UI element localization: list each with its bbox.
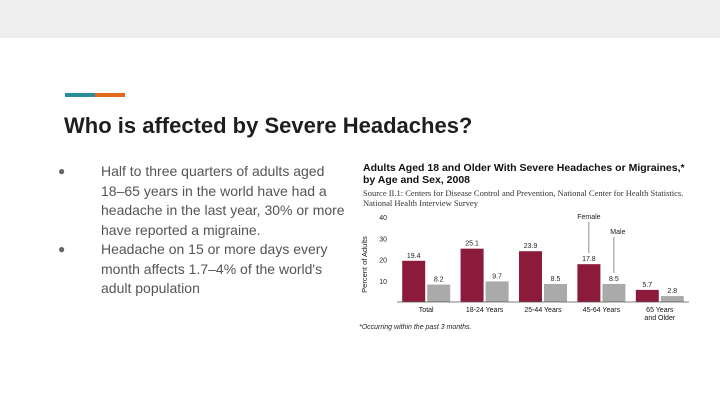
x-tick-label: 18-24 Years xyxy=(465,307,504,314)
legend-label-female: Female xyxy=(577,214,601,221)
bar-male xyxy=(544,284,567,302)
chart-title: Adults Aged 18 and Older With Severe Headaches or Migraines,* by Age and Sex, 2008 xyxy=(363,162,685,186)
chart-footnote: *Occurring within the past 3 months. xyxy=(359,324,472,331)
x-tick-label: Total xyxy=(418,307,434,314)
bar-male xyxy=(427,285,450,302)
bar-male xyxy=(602,284,625,302)
bullet-marker: ● xyxy=(58,164,66,178)
bullet-text: Headache on 15 or more days every month affects 1.7–4% of the world's adult population xyxy=(101,241,328,296)
y-tick-label: 10 xyxy=(379,278,387,286)
data-label: 8.2 xyxy=(433,276,444,284)
bar-female xyxy=(461,249,484,302)
data-label: 2.8 xyxy=(667,288,678,296)
data-label: 17.8 xyxy=(582,256,596,264)
legend-label-male: Male xyxy=(610,229,626,236)
y-tick-label: 20 xyxy=(379,257,387,265)
accent-bar-orange xyxy=(95,93,125,97)
data-label: 8.5 xyxy=(550,275,561,283)
chart-source: Source II.1: Centers for Disease Control and Prevention, National Center for Health Statistics. National Health Interview Survey xyxy=(363,188,684,208)
bar-chart xyxy=(355,157,695,337)
data-label: 8.5 xyxy=(609,275,619,283)
y-tick-label: 30 xyxy=(379,236,387,244)
top-band xyxy=(0,0,720,38)
bullet-text: Half to three quarters of adults aged 18–65 years in the world have had a headache in the last year, 30% or more have reported a migraine. xyxy=(101,163,345,238)
accent-bar-teal xyxy=(65,93,95,97)
x-tick-label: 25-44 Years xyxy=(524,307,562,314)
bar-male xyxy=(486,281,509,302)
y-axis-label: Percent of Adults xyxy=(360,236,369,293)
x-tick-label: 45-64 Years xyxy=(582,307,621,314)
bar-female xyxy=(402,261,425,302)
bar-female xyxy=(519,251,542,302)
y-tick-label: 40 xyxy=(379,215,387,222)
bullet-list xyxy=(58,162,348,299)
x-tick-label: and Older xyxy=(644,315,676,322)
data-label: 23.9 xyxy=(523,243,538,251)
data-label: 19.4 xyxy=(406,252,421,260)
bullet-item xyxy=(58,240,348,299)
data-label: 5.7 xyxy=(642,281,653,289)
data-label: 9.7 xyxy=(492,273,502,281)
bullet-marker: ● xyxy=(58,242,66,256)
slide-title: Who is affected by Severe Headaches? xyxy=(64,113,473,138)
bullet-item xyxy=(58,162,348,240)
x-tick-label: 65 Years xyxy=(646,307,674,314)
chart-figure xyxy=(355,157,695,337)
bar-male xyxy=(661,296,684,302)
data-label: 25.1 xyxy=(465,240,479,248)
bar-female xyxy=(636,290,659,302)
bar-female xyxy=(577,264,600,302)
